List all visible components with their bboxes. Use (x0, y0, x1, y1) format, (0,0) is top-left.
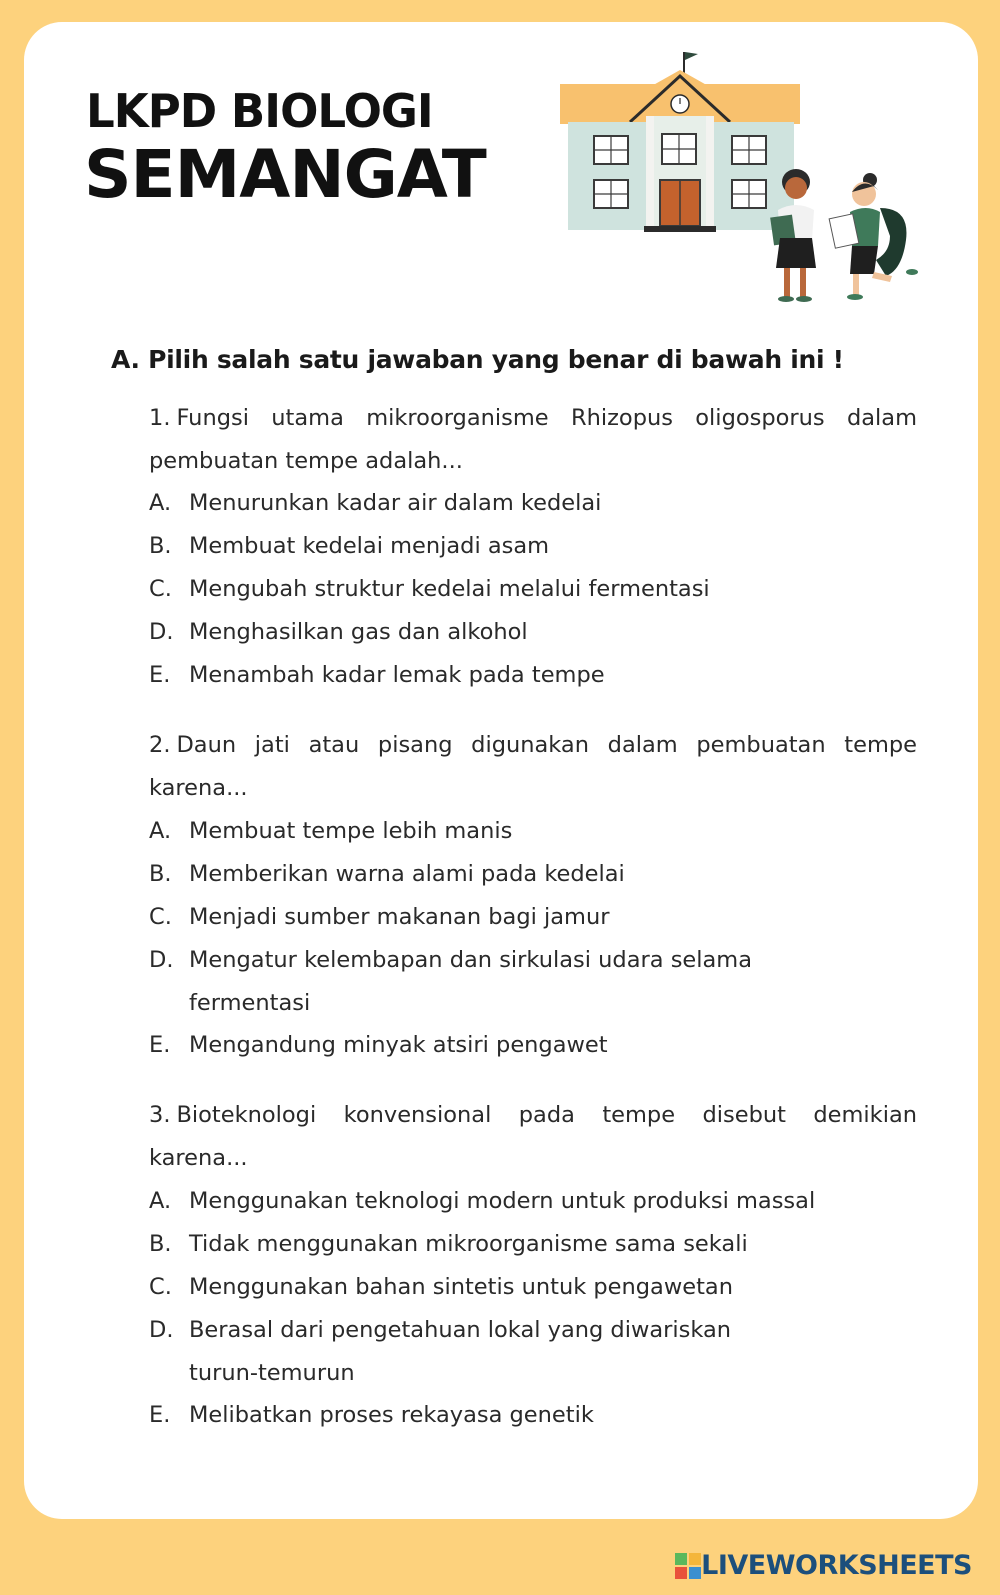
option-text: Tidak menggunakan mikroorganisme sama sekali (189, 1231, 748, 1257)
question-3 (149, 1094, 917, 1180)
question-number: 1. (149, 405, 171, 431)
option-text: Mengatur kelembapan dan sirkulasi udara selama fermentasi (189, 947, 753, 1016)
school-illustration (560, 40, 940, 315)
option-1-e[interactable] (149, 654, 909, 697)
option-text: Berasal dari pengetahuan lokal yang diwariskan turun-temurun (189, 1317, 732, 1386)
option-2-d[interactable] (149, 939, 789, 1025)
option-3-a[interactable] (149, 1180, 909, 1223)
option-text: Mengandung minyak atsiri pengawet (189, 1032, 608, 1058)
option-text: Melibatkan proses rekayasa genetik (189, 1402, 594, 1428)
option-2-a[interactable] (149, 810, 909, 853)
option-letter: E. (149, 1032, 171, 1058)
option-1-c[interactable] (149, 568, 909, 611)
option-text: Menambah kadar lemak pada tempe (189, 662, 605, 688)
question-text: Fungsi utama mikroorganisme Rhizopus oligosporus dalam pembuatan tempe adalah... (149, 405, 917, 474)
option-2-b[interactable] (149, 853, 909, 896)
option-text: Mengubah struktur kedelai melalui fermentasi (189, 576, 710, 602)
option-3-d[interactable] (149, 1309, 769, 1395)
option-letter: C. (149, 904, 172, 930)
option-3-e[interactable] (149, 1394, 909, 1437)
option-letter: D. (149, 619, 174, 645)
question-2 (149, 724, 917, 810)
option-text: Membuat tempe lebih manis (189, 818, 513, 844)
option-1-b[interactable] (149, 525, 909, 568)
title-line-2: SEMANGAT (84, 136, 486, 213)
option-text: Menjadi sumber makanan bagi jamur (189, 904, 610, 930)
question-number: 2. (149, 732, 171, 758)
option-letter: E. (149, 662, 171, 688)
option-letter: C. (149, 1274, 172, 1300)
option-text: Menggunakan bahan sintetis untuk pengawetan (189, 1274, 733, 1300)
option-1-d[interactable] (149, 611, 909, 654)
option-letter: B. (149, 1231, 172, 1257)
option-2-e[interactable] (149, 1024, 909, 1067)
option-text: Menghasilkan gas dan alkohol (189, 619, 528, 645)
question-1 (149, 397, 917, 483)
option-letter: E. (149, 1402, 171, 1428)
option-letter: D. (149, 947, 174, 973)
option-text: Membuat kedelai menjadi asam (189, 533, 550, 559)
question-text: Daun jati atau pisang digunakan dalam pembuatan tempe karena... (149, 732, 917, 801)
option-3-c[interactable] (149, 1266, 909, 1309)
section-instruction: A. Pilih salah satu jawaban yang benar di bawah ini ! (111, 345, 844, 374)
option-1-a[interactable] (149, 482, 909, 525)
title-line-1: LKPD BIOLOGI (86, 84, 433, 138)
liveworksheets-logo[interactable] (675, 1550, 972, 1581)
option-text: Menurunkan kadar air dalam kedelai (189, 490, 602, 516)
option-letter: A. (149, 490, 172, 516)
option-2-c[interactable] (149, 896, 909, 939)
question-text: Bioteknologi konvensional pada tempe disebut demikian karena... (149, 1102, 917, 1171)
option-letter: B. (149, 861, 172, 887)
question-number: 3. (149, 1102, 171, 1128)
brand-name: LIVEWORKSHEETS (701, 1550, 972, 1581)
option-letter: B. (149, 533, 172, 559)
option-letter: D. (149, 1317, 174, 1343)
option-text: Memberikan warna alami pada kedelai (189, 861, 625, 887)
option-3-b[interactable] (149, 1223, 909, 1266)
option-letter: C. (149, 576, 172, 602)
liveworksheets-icon (675, 1553, 701, 1579)
option-letter: A. (149, 818, 172, 844)
option-letter: A. (149, 1188, 172, 1214)
option-text: Menggunakan teknologi modern untuk produksi massal (189, 1188, 816, 1214)
